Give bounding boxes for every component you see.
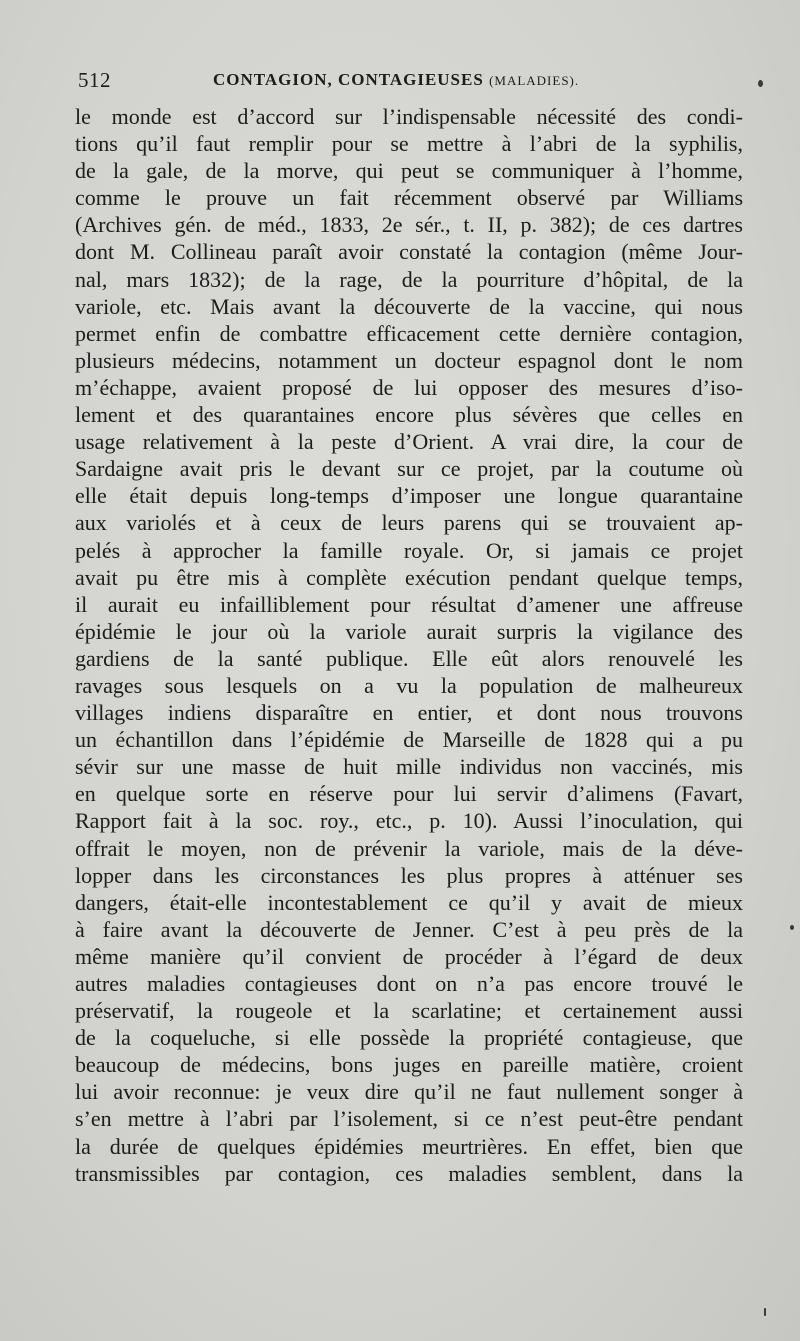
text-line: ravages sous lesquels on a vu la population de malheureux <box>75 672 743 698</box>
text-line: (Archives gén. de méd., 1833, 2e sér., t. II, p. 382); de ces dartres <box>75 212 743 238</box>
text-line: épidémie le jour où la variole aurait surpris la vigilance des <box>75 618 743 644</box>
text-line: de la coqueluche, si elle possède la propriété contagieuse, que <box>75 1025 743 1051</box>
text-line: de la gale, de la morve, qui peut se communiquer à l’homme, <box>75 158 743 184</box>
text-line: il aurait eu infailliblement pour résultat d’amener une affreuse <box>75 591 743 617</box>
text-line: gardiens de la santé publique. Elle eût alors renouvelé les <box>75 645 743 671</box>
text-line: usage relativement à la peste d’Orient. A vrai dire, la cour de <box>75 429 743 455</box>
running-head-title: CONTAGION, CONTAGIEUSES <box>213 70 484 89</box>
text-line: lopper dans les circonstances les plus propres à atténuer ses <box>75 862 743 888</box>
text-line: préservatif, la rougeole et la scarlatine; et certainement aussi <box>75 998 743 1024</box>
text-line: s’en mettre à l’abri par l’isolement, si ce n’est peut-être pendant <box>75 1106 743 1132</box>
running-head-subtitle: (MALADIES). <box>489 73 580 88</box>
running-head <box>213 70 579 90</box>
text-line: elle était depuis long-temps d’imposer une longue quarantaine <box>75 483 743 509</box>
text-line: permet enfin de combattre efficacement cette dernière contagion, <box>75 320 743 346</box>
text-line: dont M. Collineau paraît avoir constaté la contagion (même Jour- <box>75 239 743 265</box>
ink-speck <box>790 925 794 930</box>
text-line: offrait le moyen, non de prévenir la variole, mais de la déve- <box>75 835 743 861</box>
text-line: même manière qu’il convient de procéder à l’égard de deux <box>75 943 743 969</box>
text-line: autres maladies contagieuses dont on n’a pas encore trouvé le <box>75 971 743 996</box>
text-line: comme le prouve un fait récemment observé par Williams <box>75 185 743 211</box>
text-line: transmissibles par contagion, ces maladies semblent, dans la <box>75 1160 743 1186</box>
text-line: beaucoup de médecins, bons juges en pareille matière, croient <box>75 1052 743 1078</box>
text-line: Rapport fait à la soc. roy., etc., p. 10). Aussi l’inoculation, qui <box>75 808 743 834</box>
body-text <box>75 103 743 1187</box>
text-line: pelés à approcher la famille royale. Or, si jamais ce projet <box>75 537 743 563</box>
ink-speck <box>764 1308 766 1316</box>
ink-speck <box>758 80 763 87</box>
text-line: Sardaigne avait pris le devant sur ce projet, par la coutume où <box>75 456 743 482</box>
text-line: tions qu’il faut remplir pour se mettre à l’abri de la syphilis, <box>75 131 743 157</box>
text-line: le monde est d’accord sur l’indispensable nécessité des condi- <box>75 104 743 129</box>
text-line: m’échappe, avaient proposé de lui opposer des mesures d’iso- <box>75 374 743 400</box>
text-line: nal, mars 1832); de la rage, de la pourriture d’hôpital, de la <box>75 266 743 292</box>
text-line: variole, etc. Mais avant la découverte de la vaccine, qui nous <box>75 293 743 319</box>
text-line: plusieurs médecins, notamment un docteur espagnol dont le nom <box>75 347 743 373</box>
text-line: lement et des quarantaines encore plus sévères que celles en <box>75 402 743 428</box>
page-number: 512 <box>78 68 111 92</box>
text-line: villages indiens disparaître en entier, et dont nous trouvons <box>75 700 743 726</box>
text-line: un échantillon dans l’épidémie de Marseille de 1828 qui a pu <box>75 727 743 753</box>
text-line: lui avoir reconnue: je veux dire qu’il ne faut nullement songer à <box>75 1079 743 1105</box>
text-line: sévir sur une masse de huit mille individus non vaccinés, mis <box>75 754 743 780</box>
text-line: aux variolés et à ceux de leurs parens qui se trouvaient ap- <box>75 510 743 536</box>
text-line: la durée de quelques épidémies meurtrières. En effet, bien que <box>75 1133 743 1159</box>
page-header <box>78 68 750 102</box>
text-line: avait pu être mis à complète exécution pendant quelque temps, <box>75 564 743 590</box>
text-line: en quelque sorte en réserve pour lui servir d’alimens (Favart, <box>75 781 743 807</box>
text-line: à faire avant la découverte de Jenner. C’est à peu près de la <box>75 916 743 942</box>
text-line: dangers, était-elle incontestablement ce qu’il y avait de mieux <box>75 889 743 915</box>
